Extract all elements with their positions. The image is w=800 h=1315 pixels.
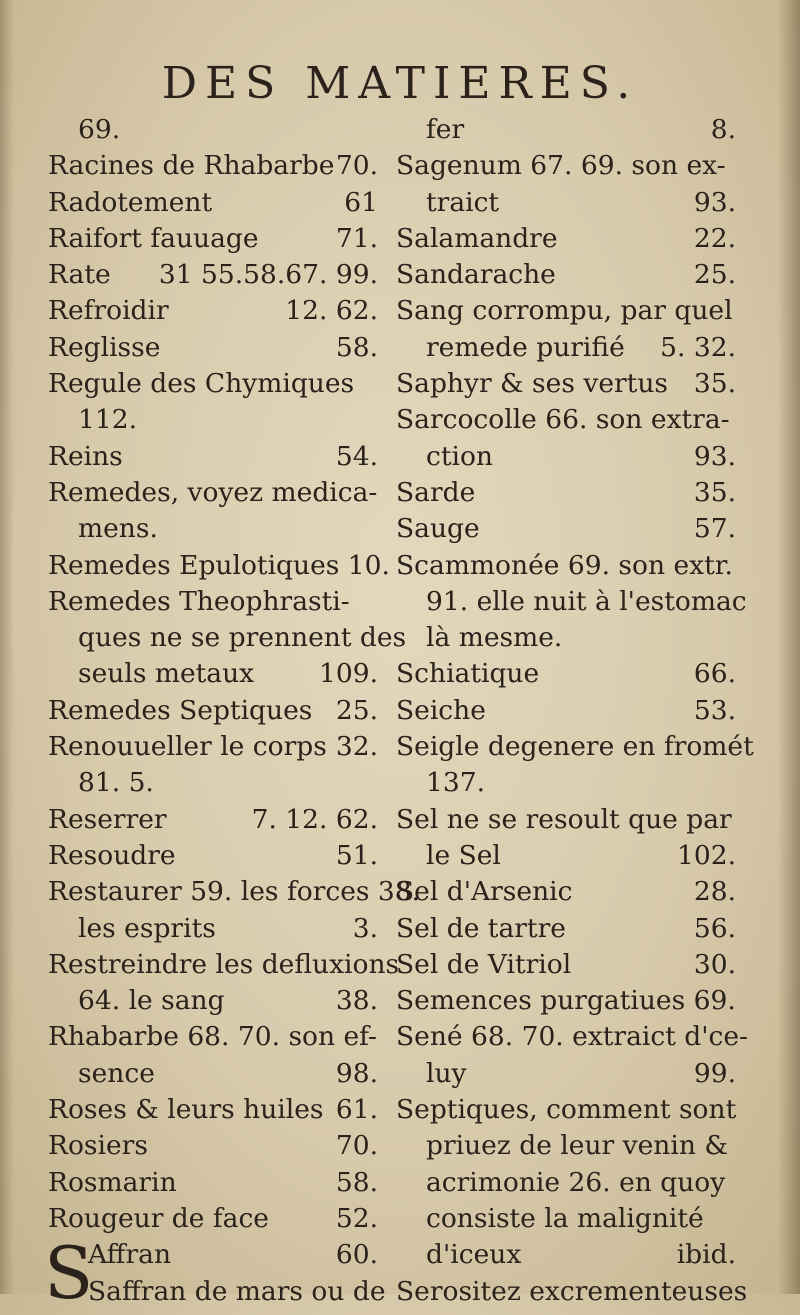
- index-column-right: [396, 112, 754, 1310]
- index-entry: [396, 874, 736, 910]
- index-term: Rhabarbe 68. 70. son ef-: [48, 1021, 377, 1053]
- index-term: Seiche: [396, 694, 486, 726]
- index-entry: [48, 838, 378, 874]
- page-reference: 61.: [335, 1094, 378, 1126]
- index-term: ction: [426, 440, 493, 472]
- index-entry: [48, 874, 421, 910]
- index-entry: [48, 112, 378, 148]
- index-term: Serositez excrementeuses: [396, 1275, 748, 1307]
- page-reference: 98.: [335, 1057, 378, 1089]
- index-entry: [396, 1092, 736, 1128]
- index-term: Sel de tartre: [396, 912, 566, 944]
- index-term: Roses & leurs huiles: [48, 1094, 324, 1126]
- index-term: ques ne se prennent des: [78, 622, 407, 654]
- index-entry: [396, 620, 736, 656]
- index-entry: [48, 1019, 378, 1055]
- index-term: Saphyr & ses vertus: [396, 368, 669, 400]
- page-reference: 99.: [693, 1057, 736, 1089]
- index-term: Sel ne se resoult que par: [396, 803, 732, 835]
- index-entry: [48, 511, 378, 547]
- page-reference: 25.: [335, 694, 378, 726]
- index-entry: [48, 1201, 378, 1237]
- index-term: remede purifié: [426, 331, 625, 363]
- index-term: Regule des Chymiques: [48, 368, 355, 400]
- index-entry: [396, 584, 747, 620]
- index-term: Sandarache: [396, 259, 556, 291]
- page-reference: 58.: [335, 1166, 378, 1198]
- index-term: Scammonée 69. son extr.: [396, 549, 733, 581]
- index-term: là mesme.: [426, 622, 563, 654]
- page-reference: 28.: [693, 876, 736, 908]
- page-edge-shadow-right: [778, 0, 800, 1294]
- index-entry: [396, 1056, 736, 1092]
- index-entry: [48, 330, 378, 366]
- index-term: Rougeur de face: [48, 1202, 269, 1234]
- index-entry: [396, 148, 736, 184]
- index-term: Sarcocolle 66. son extra-: [396, 404, 730, 436]
- drop-cap-letter: S: [44, 1231, 94, 1315]
- index-entry: [48, 1128, 378, 1164]
- page-reference: 70.: [335, 1130, 378, 1162]
- page-reference: 93.: [693, 186, 736, 218]
- page-reference: ibid.: [676, 1239, 736, 1271]
- index-entry: [48, 620, 407, 656]
- index-entry: [48, 584, 378, 620]
- page-reference: 102.: [676, 839, 736, 871]
- index-column-left: [44, 112, 421, 1315]
- index-term: Salamandre: [396, 222, 558, 254]
- index-entry: [396, 439, 736, 475]
- index-term: Septiques, comment sont: [396, 1094, 737, 1126]
- index-term: Refroidir: [48, 295, 169, 327]
- index-term: le Sel: [426, 839, 501, 871]
- page-reference: 8.: [710, 114, 736, 145]
- index-term: Sel d'Arsenic: [396, 876, 573, 908]
- index-term: seuls metaux: [78, 658, 255, 690]
- index-term: Reins: [48, 440, 123, 472]
- index-term: d'iceux: [426, 1239, 522, 1271]
- page-reference: 30.: [693, 948, 736, 980]
- page-reference: 5. 32.: [660, 331, 736, 363]
- page-reference: 22.: [693, 222, 736, 254]
- index-term: Remedes Epulotiques 10.: [48, 549, 390, 581]
- page-reference: 35.: [693, 368, 736, 400]
- index-entry: [396, 838, 736, 874]
- index-entry: [48, 693, 378, 729]
- index-entry: [48, 439, 378, 475]
- index-entry: [396, 1237, 736, 1273]
- index-entry: [396, 1165, 736, 1201]
- index-term: Remedes Septiques: [48, 694, 313, 726]
- index-term: les esprits: [78, 912, 216, 944]
- index-entry: [48, 656, 378, 692]
- index-entry: [48, 402, 378, 438]
- index-entry: [396, 221, 736, 257]
- page-header: DES MATIERES.: [161, 58, 639, 109]
- index-entry: [396, 693, 736, 729]
- index-entry: [48, 293, 378, 329]
- index-entry: [396, 185, 736, 221]
- index-term: Sel de Vitriol: [396, 948, 572, 980]
- index-term: Seigle degenere en fromét: [396, 731, 754, 763]
- page-reference: 57.: [693, 513, 736, 545]
- index-term: priuez de leur venin &: [426, 1130, 728, 1162]
- index-term: Sarde: [396, 476, 476, 508]
- page-reference: 56.: [693, 912, 736, 944]
- index-term: Radotement: [48, 186, 213, 218]
- page-reference: 93.: [693, 440, 736, 472]
- index-term: Sené 68. 70. extraict d'ce-: [396, 1021, 749, 1053]
- page-reference: 58.: [335, 331, 378, 363]
- page-reference: 70.: [335, 150, 378, 182]
- page-reference: 51.: [335, 839, 378, 871]
- index-entry: [396, 257, 736, 293]
- page-reference: 12. 62.: [285, 295, 378, 327]
- index-term: luy: [426, 1057, 467, 1089]
- index-term: 112.: [78, 404, 138, 436]
- index-term: consiste la malignité: [426, 1202, 704, 1234]
- index-term: Rosmarin: [48, 1166, 177, 1198]
- index-entry: [48, 148, 378, 184]
- page-reference: 35.: [693, 476, 736, 508]
- index-term: 91. elle nuit à l'estomac: [426, 585, 747, 617]
- index-entry: [48, 1092, 378, 1128]
- index-entry: [396, 765, 736, 801]
- index-term: Schiatique: [396, 658, 540, 690]
- index-entry: [396, 1128, 736, 1164]
- index-entry: [396, 729, 754, 765]
- index-term: acrimonie 26. en quoy: [426, 1166, 726, 1198]
- index-entry: [396, 475, 736, 511]
- index-term: Resoudre: [48, 839, 176, 871]
- index-term: fer: [426, 114, 465, 145]
- index-term: Restreindre les defluxions: [48, 948, 400, 980]
- index-term: sence: [78, 1057, 155, 1089]
- index-term: Remedes, voyez medica-: [48, 476, 378, 508]
- page-reference: 25.: [693, 259, 736, 291]
- index-entry: [396, 1274, 748, 1310]
- page-reference: 3.: [352, 912, 378, 944]
- index-entry: [48, 802, 378, 838]
- index-entry: [396, 293, 736, 329]
- index-entry: [396, 402, 736, 438]
- index-entry: [48, 475, 378, 511]
- index-entry: [396, 947, 736, 983]
- index-term: Reserrer: [48, 803, 167, 835]
- index-term: Rate: [48, 259, 111, 291]
- index-term: Renouueller le corps: [48, 731, 327, 763]
- index-entry: [48, 947, 400, 983]
- index-entry: [48, 911, 378, 947]
- page-reference: 66.: [693, 658, 736, 690]
- index-entry: [48, 1056, 378, 1092]
- index-entry: [48, 1274, 386, 1310]
- index-entry: [48, 548, 390, 584]
- index-entry: [396, 1201, 736, 1237]
- page-reference: 109.: [318, 658, 378, 690]
- index-entry: [396, 802, 736, 838]
- page-reference: 38.: [335, 985, 378, 1017]
- index-entry: [396, 511, 736, 547]
- index-entry: [48, 983, 378, 1019]
- index-term: 137.: [426, 767, 486, 799]
- index-entry: [48, 221, 378, 257]
- index-term: Saffran de mars ou de: [88, 1275, 386, 1307]
- index-term: Sauge: [396, 513, 480, 545]
- page-reference: 71.: [335, 222, 378, 254]
- page-reference: 61: [344, 186, 378, 218]
- page-reference: 32.: [335, 731, 378, 763]
- index-term: traict: [426, 186, 500, 218]
- index-entry: [396, 366, 736, 402]
- index-term: 69.: [78, 114, 121, 145]
- index-term: Racines de Rhabarbe: [48, 150, 335, 182]
- index-entry: [48, 729, 378, 765]
- index-entry: [396, 1019, 749, 1055]
- index-entry: [396, 656, 736, 692]
- page-reference: 31 55.58.67. 99.: [158, 259, 378, 291]
- index-entry: [396, 548, 736, 584]
- page-reference: 53.: [693, 694, 736, 726]
- index-term: mens.: [78, 513, 158, 545]
- index-entry: [48, 366, 378, 402]
- index-term: Affran: [88, 1239, 172, 1271]
- index-term: Sagenum 67. 69. son ex-: [396, 150, 726, 182]
- index-term: Raifort fauuage: [48, 222, 259, 254]
- index-entry: [48, 1165, 378, 1201]
- index-entry: [48, 257, 378, 293]
- index-entry: [48, 765, 378, 801]
- index-term: Sang corrompu, par quel: [396, 295, 733, 327]
- index-entry: [396, 983, 736, 1019]
- page-reference: 52.: [335, 1202, 378, 1234]
- index-term: Rosiers: [48, 1130, 148, 1162]
- index-term: Semences purgatiues 69.: [396, 985, 736, 1017]
- index-term: 81. 5.: [78, 767, 154, 799]
- index-term: 64. le sang: [78, 985, 225, 1017]
- index-term: Restaurer 59. les forces 38.: [48, 876, 421, 908]
- page-reference: 54.: [335, 440, 378, 472]
- page-edge-shadow-left: [0, 0, 14, 1294]
- index-term: Remedes Theophrasti-: [48, 585, 350, 617]
- index-entry: [48, 185, 378, 221]
- index-entry: [396, 330, 736, 366]
- page-reference: 7. 12. 62.: [251, 803, 378, 835]
- index-entry: [396, 911, 736, 947]
- index-entry: [396, 112, 736, 148]
- index-term: Reglisse: [48, 331, 161, 363]
- page-reference: 60.: [335, 1239, 378, 1271]
